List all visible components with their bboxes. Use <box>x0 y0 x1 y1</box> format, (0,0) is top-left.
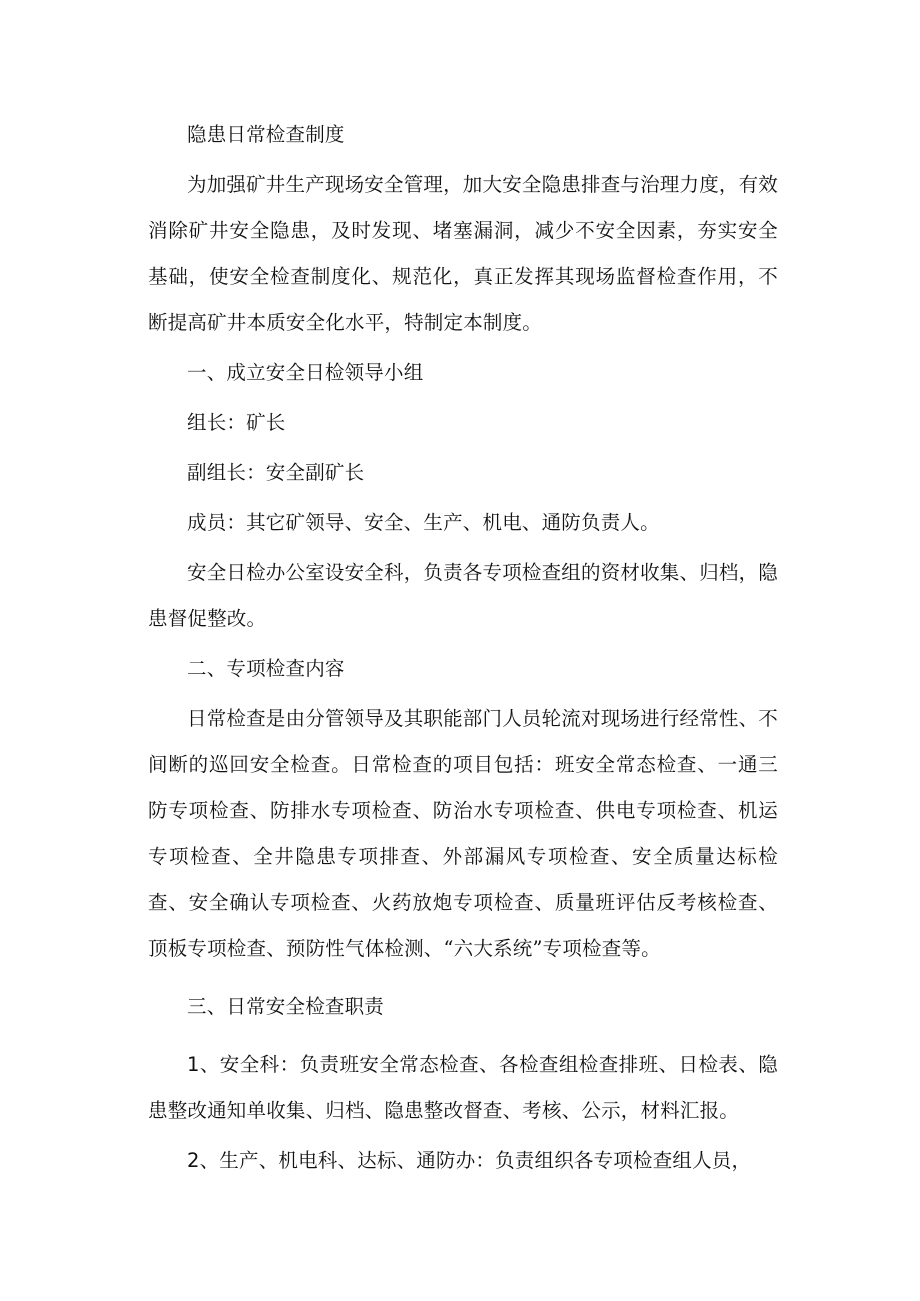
section2-body: 日常检查是由分管领导及其职能部门人员轮流对现场进行经常性、不间断的巡回安全检查。日常检查的项目包括：班安全常态检查、一通三防专项检查、防排水专项检查、防治水专项检查、供电专项检查、机运专项检查、全井隐患专项排查、外部漏风专项检查、安全质量达标检查、安全确认专项检查、火药放炮专项检查、质量班评估反考核检查、顶板专项检查、预防性气体检测、“六大系统”专项检查等。 <box>148 707 779 960</box>
section3-item-2-number: 2 <box>187 1149 200 1172</box>
document-body <box>148 112 778 1184</box>
section3-heading: 三、日常安全检查职责 <box>187 995 385 1018</box>
section1-heading: 一、成立安全日检领导小组 <box>187 361 424 384</box>
intro-paragraph: 为加强矿井生产现场安全管理，加大安全隐患排查与治理力度，有效消除矿井安全隐患，及时发现、堵塞漏洞，减少不安全因素，夯实安全基础，使安全检查制度化、规范化，真正发挥其现场监督检查作用，不断提高矿井本质安全化水平，特制定本制度。 <box>148 173 779 334</box>
section3-item-1-number: 1 <box>187 1053 200 1076</box>
section3-item-1 <box>148 1042 778 1134</box>
section1-leader: 组长：矿长 <box>187 411 286 434</box>
section1-deputy: 副组长：安全副矿长 <box>187 461 365 484</box>
section3-item-2-text: 、生产、机电科、达标、通防办：负责组织各专项检查组人员， <box>199 1149 752 1172</box>
section3-item-1-text: 、安全科：负责班安全常态检查、各检查组检查排班、日检表、隐患整改通知单收集、归档、隐患整改督查、考核、公示，材料汇报。 <box>148 1053 778 1122</box>
section1-members: 成员：其它矿领导、安全、生产、机电、通防负责人。 <box>187 511 660 534</box>
section2-heading: 二、专项检查内容 <box>187 657 345 680</box>
document-title: 隐患日常检查制度 <box>187 123 345 146</box>
section1-office: 安全日检办公室设安全科，负责各专项检查组的资材收集、归档，隐患督促整改。 <box>148 561 779 630</box>
section3-item-2 <box>148 1138 778 1184</box>
